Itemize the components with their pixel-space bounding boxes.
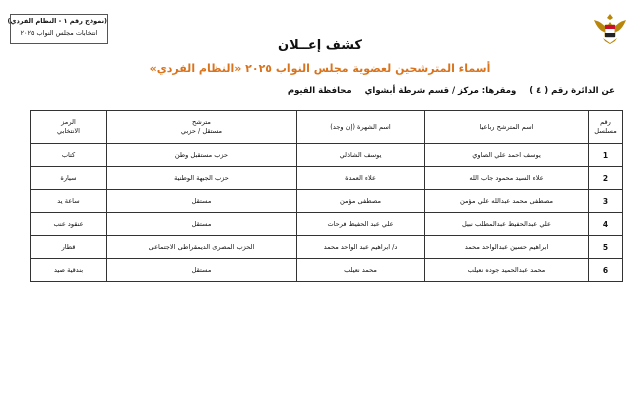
affiliation-cell: حزب الجبهة الوطنية [107, 167, 297, 190]
affiliation-cell: مستقل [107, 190, 297, 213]
header-fame-name: اسم الشهرة (إن وجد) [297, 111, 425, 144]
form-number-label: (نموذج رقم ١ - النظام الفردي) [7, 17, 107, 25]
serial-cell: 1 [589, 144, 623, 167]
symbol-cell: بندقية صيد [31, 259, 107, 282]
symbol-cell: قطار [31, 236, 107, 259]
candidate-name-cell: علاء السيد محمود جاب الله [425, 167, 589, 190]
affiliation-cell: مستقل [107, 259, 297, 282]
symbol-cell: عنقود عنب [31, 213, 107, 236]
fame-name-cell: علي عبد الحفيظ فرحات [297, 213, 425, 236]
governorate-name: محافظة الفيوم [287, 86, 352, 96]
serial-cell: 3 [589, 190, 623, 213]
serial-cell: 4 [589, 213, 623, 236]
affiliation-cell: حزب مستقبل وطن [107, 144, 297, 167]
table-row [31, 167, 623, 190]
fame-name-cell: د/ ابراهيم عبد الواحد محمد [297, 236, 425, 259]
candidate-name-cell: محمد عبدالحميد جوده نعيلب [425, 259, 589, 282]
candidate-name-cell: يوسف احمد علي الصاوي [425, 144, 589, 167]
candidate-name-cell: ابراهيم حسين عبدالواحد محمد [425, 236, 589, 259]
election-name-label: انتخابات مجلس النواب ٢٠٢٥ [20, 29, 98, 37]
fame-name-cell: يوسف الشاذلي [297, 144, 425, 167]
serial-cell: 2 [589, 167, 623, 190]
header-symbol-line2: الانتخابي [56, 127, 80, 135]
table-row [31, 190, 623, 213]
affiliation-cell: مستقل [107, 213, 297, 236]
header-candidate-name: اسم المترشح رباعيا [425, 111, 589, 144]
candidate-name-cell: علي عبدالحفيظ عبدالمطلب نبيل [425, 213, 589, 236]
header-serial [589, 111, 623, 144]
fame-name-cell: مصطفى مؤمن [297, 190, 425, 213]
candidates-table [30, 110, 623, 282]
circuit-info [278, 86, 615, 96]
header-affiliation-line1: مترشح [192, 118, 211, 126]
serial-cell: 6 [589, 259, 623, 282]
circuit-headquarters: ومقرها: مركز / قسم شرطة أبشواي [364, 86, 517, 96]
header-symbol-line1: الرمز [61, 118, 76, 126]
page-subtitle: أسماء المترشحين لعضوية مجلس النواب ٢٠٢٥ «النظام الفردي» [149, 62, 491, 75]
header-serial-line2: مسلسل [594, 127, 617, 135]
affiliation-cell: الحزب المصرى الديمقراطى الاجتماعى [107, 236, 297, 259]
table-row [31, 259, 623, 282]
header-affiliation [107, 111, 297, 144]
circuit-number: عن الدائرة رقم ( ٤ ) [529, 86, 615, 96]
table-row [31, 144, 623, 167]
fame-name-cell: علاء العمدة [297, 167, 425, 190]
page-title: كشف إعــلان [278, 38, 362, 53]
table-header-row [31, 111, 623, 144]
table-row [31, 213, 623, 236]
table-row [31, 236, 623, 259]
header-serial-line1: رقم [600, 118, 611, 126]
candidate-name-cell: مصطفى محمد عبدالله علي مؤمن [425, 190, 589, 213]
symbol-cell: سيارة [31, 167, 107, 190]
symbol-cell: ساعة يد [31, 190, 107, 213]
serial-cell: 5 [589, 236, 623, 259]
header-symbol [31, 111, 107, 144]
symbol-cell: كتاب [31, 144, 107, 167]
header-affiliation-line2: مستقل / حزبي [180, 127, 223, 135]
fame-name-cell: محمد نعيلب [297, 259, 425, 282]
